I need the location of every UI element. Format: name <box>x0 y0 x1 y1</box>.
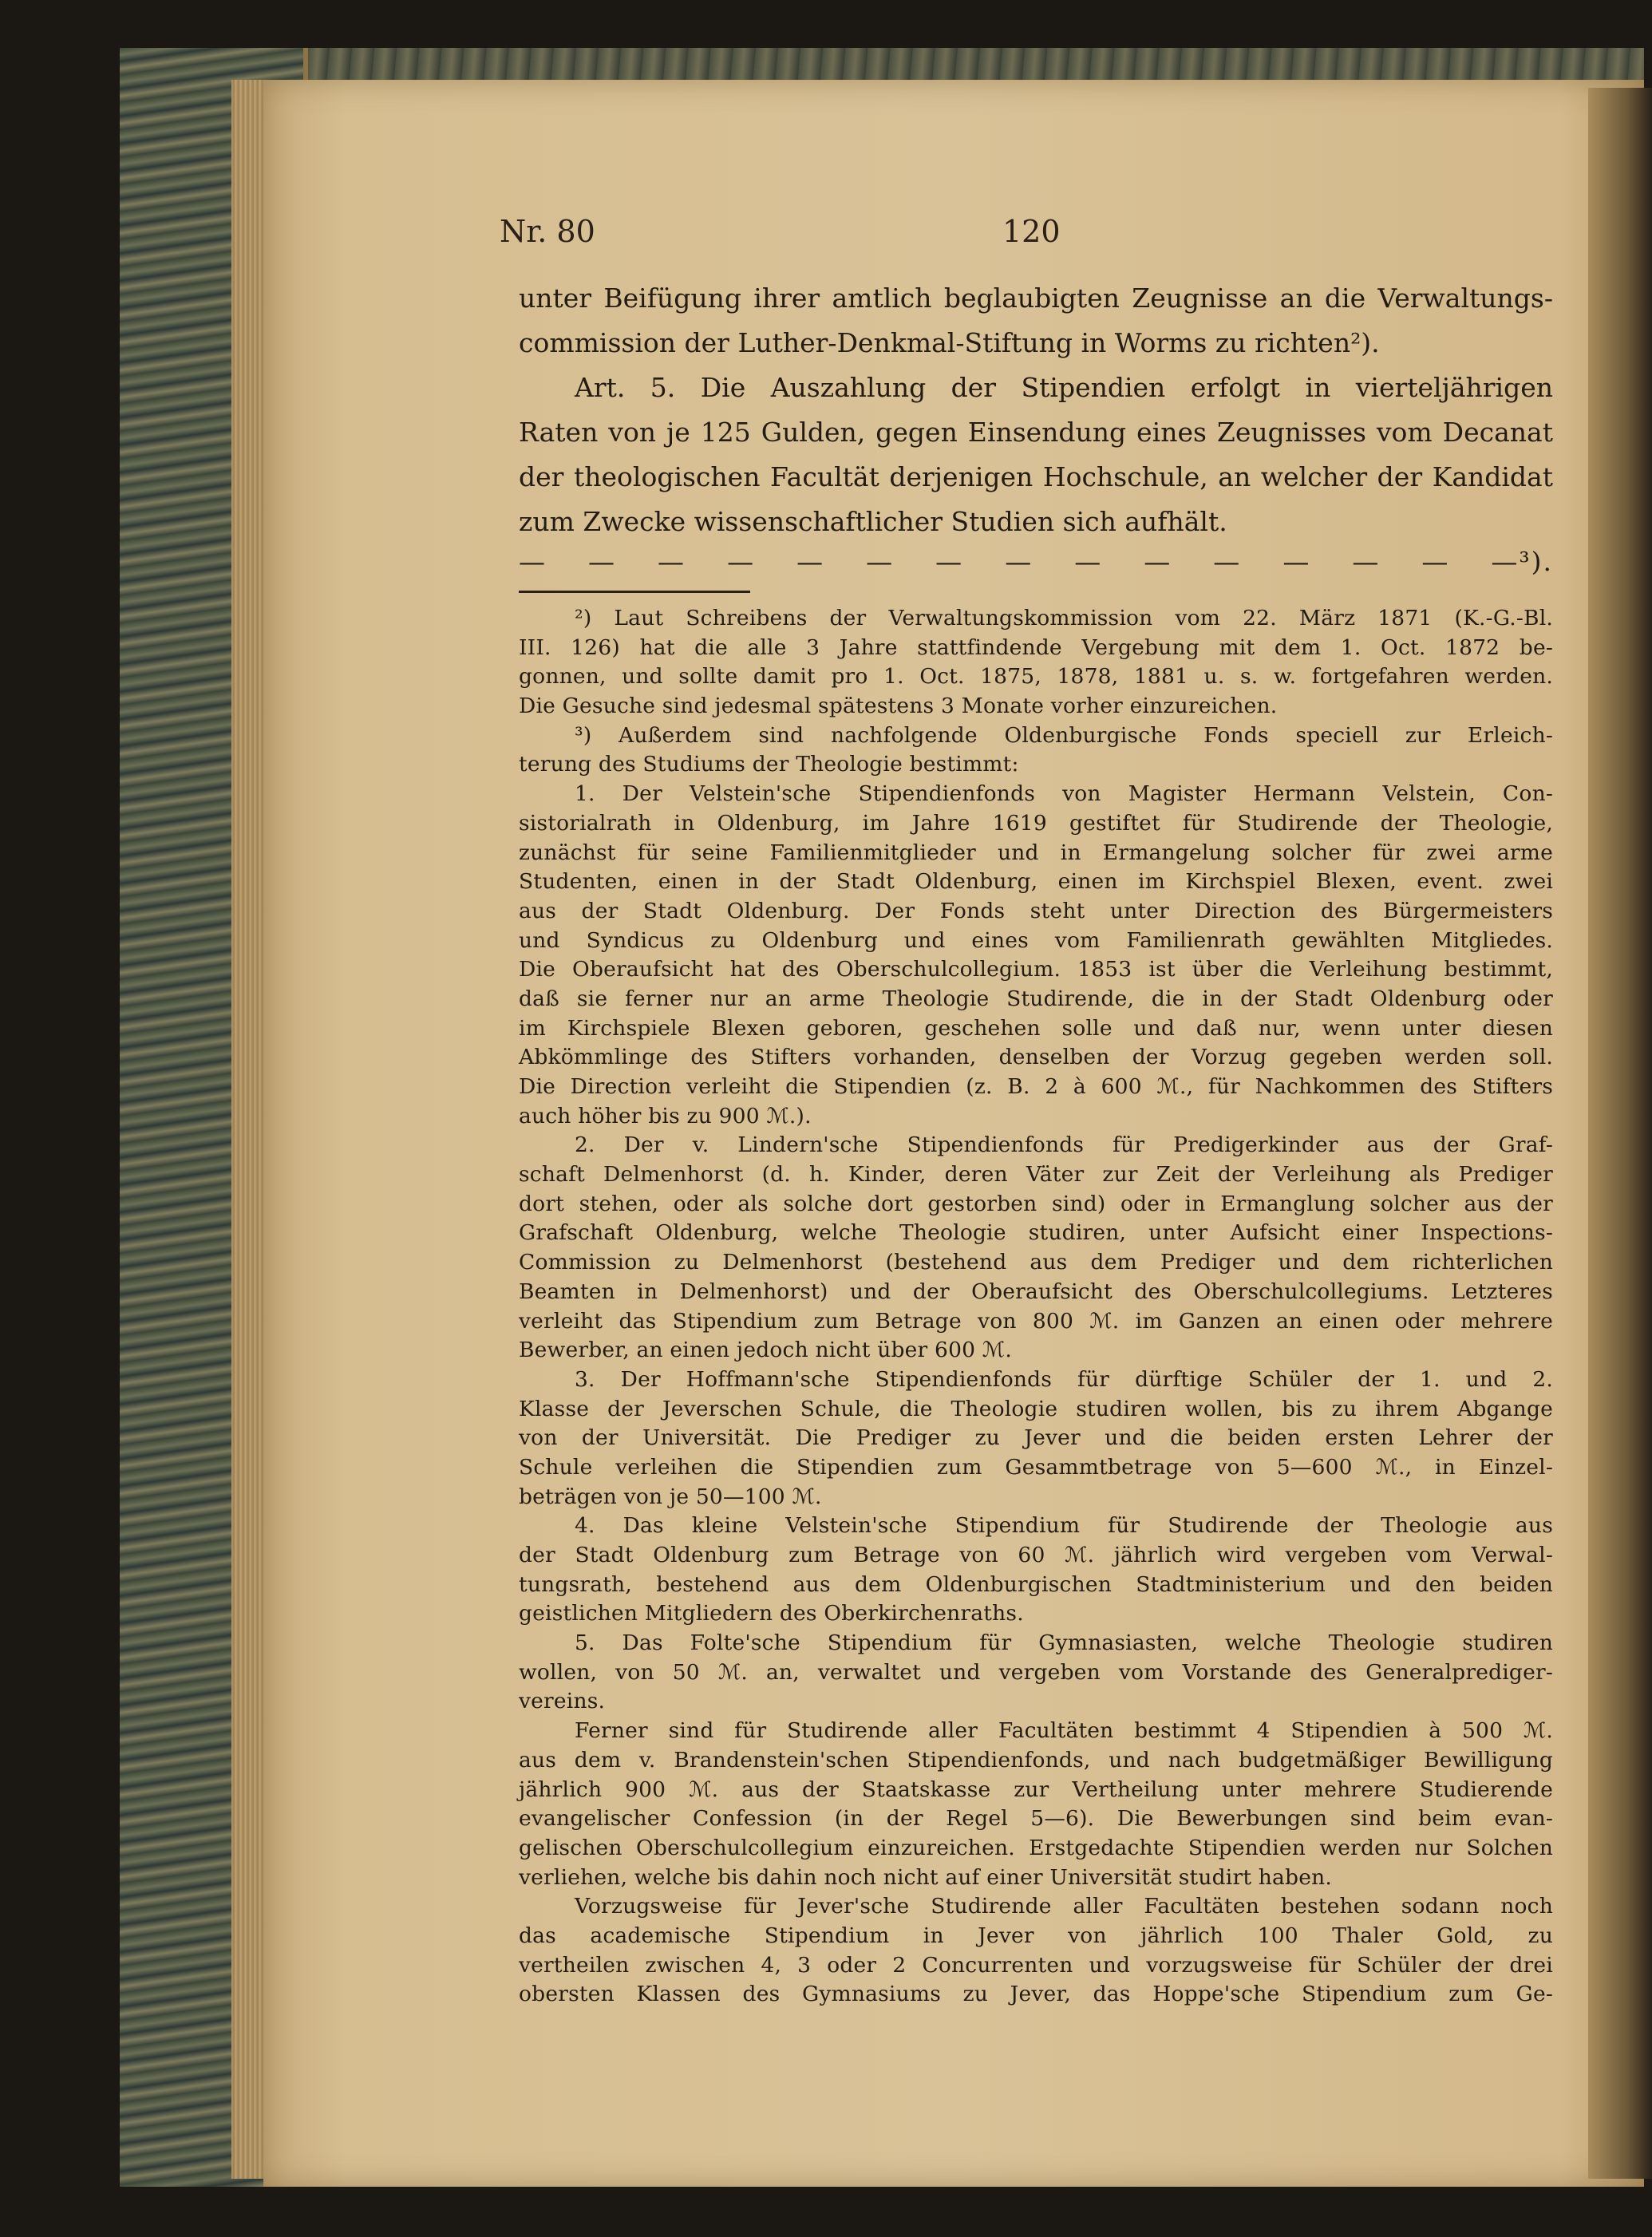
footnote-line: Schule verleihen die Stipendien zum Gesammtbetrage von 5—600 ℳ., in Einzel- <box>519 1454 1553 1480</box>
footnote-line: das academische Stipendium in Jever von jährlich 100 Thaler Gold, zu <box>519 1923 1553 1948</box>
footnote-line: gonnen, und sollte damit pro 1. Oct. 1875, 1878, 1881 u. s. w. fortgefahren werden. <box>519 664 1553 690</box>
body-line: Art. 5. Die Auszahlung der Stipendien erfolgt in vierteljährigen <box>575 372 1553 403</box>
footnote-line: verliehen, welche bis dahin noch nicht auf einer Universität studirt haben. <box>519 1864 1332 1890</box>
footnote-line: Die Oberaufsicht hat des Oberschulcollegium. 1853 ist über die Verleihung bestimmt, <box>519 957 1553 982</box>
footnote-line: Beamten in Delmenhorst) und der Oberaufsicht des Oberschulcollegiums. Letzteres <box>519 1279 1553 1304</box>
footnote-rule <box>519 591 750 593</box>
footnote-line: im Kirchspiele Blexen geboren, geschehen solle und daß nur, wenn unter diesen <box>519 1015 1553 1041</box>
footnote-line: Commission zu Delmenhorst (bestehend aus dem Prediger und dem richterlichen <box>519 1250 1553 1275</box>
footnote-line: schaft Delmenhorst (d. h. Kinder, deren Väter zur Zeit der Verleihung als Prediger <box>519 1162 1553 1188</box>
page-gutter <box>1588 88 1652 2179</box>
footnote-line: verleiht das Stipendium zum Betrage von 800 ℳ. im Ganzen an einen oder mehrere <box>519 1308 1553 1334</box>
footnote-line: Die Gesuche sind jedesmal spätestens 3 Monate vorher einzureichen. <box>519 694 1278 719</box>
footnote-line: auch höher bis zu 900 ℳ.). <box>519 1103 812 1128</box>
footnote-line: jährlich 900 ℳ. aus der Staatskasse zur Vertheilung unter mehrere Studierende <box>519 1777 1553 1802</box>
footnote-line: geistlichen Mitgliedern des Oberkirchenraths. <box>519 1601 1024 1626</box>
footnote-line: und Syndicus zu Oldenburg und eines vom Familienrath gewählten Mitgliedes. <box>519 927 1553 953</box>
footnote-line: ²) Laut Schreibens der Verwaltungskommission vom 22. März 1871 (K.-G.-Bl. <box>575 606 1553 630</box>
footnote-line: 2. Der v. Lindern'sche Stipendienfonds für Predigerkinder aus der Graf- <box>575 1132 1553 1158</box>
body-line: der theologischen Facultät derjenigen Hochschule, an welcher der Kandidat <box>519 461 1553 492</box>
footnote-line: dort stehen, oder als solche dort gestorben sind) oder in Ermanglung solcher aus der <box>519 1191 1553 1216</box>
body-line: commission der Luther-Denkmal-Stiftung in Worms zu richten²). <box>519 327 1380 358</box>
footnote-line: zunächst für seine Familienmitglieder und in Ermangelung solcher für zwei arme <box>519 840 1553 865</box>
footnote-line: 1. Der Velstein'sche Stipendienfonds von Magister Hermann Velstein, Con- <box>575 781 1553 807</box>
footnote-line: wollen, von 50 ℳ. an, verwaltet und vergeben vom Vorstande des Generalprediger- <box>519 1659 1553 1685</box>
footnote-line: tungsrath, bestehend aus dem Oldenburgischen Stadtministerium und den beiden <box>519 1571 1553 1597</box>
omission-dashes: — — — — — — — — — — — — — — —³). <box>519 546 1553 577</box>
footnote-line: sistorialrath in Oldenburg, im Jahre 1619 gestiftet für Studirende der Theologie, <box>519 810 1553 836</box>
footnote-line: gelischen Oberschulcollegium einzureichen. Erstgedachte Stipendien werden nur Solchen <box>519 1835 1553 1860</box>
footnote-line: 3. Der Hoffmann'sche Stipendienfonds für dürftige Schüler der 1. und 2. <box>575 1366 1553 1392</box>
footnote-line: der Stadt Oldenburg zum Betrage von 60 ℳ. jährlich wird vergeben vom Verwal- <box>519 1543 1553 1567</box>
footnote-line: von der Universität. Die Prediger zu Jever und die beiden ersten Lehrer der <box>519 1425 1553 1451</box>
page-number: 120 <box>1002 214 1061 249</box>
footnote-line: aus der Stadt Oldenburg. Der Fonds steht unter Direction des Bürgermeisters <box>519 898 1553 923</box>
footnote-line: Ferner sind für Studirende aller Facultäten bestimmt 4 Stipendien à 500 ℳ. <box>575 1718 1553 1744</box>
footnote-line: vertheilen zwischen 4, 3 oder 2 Concurrenten und vorzugsweise für Schüler der drei <box>519 1952 1553 1978</box>
footnote-line: obersten Klassen des Gymnasiums zu Jever, das Hoppe'sche Stipendium zum Ge- <box>519 1982 1553 2007</box>
footnote-line: Grafschaft Oldenburg, welche Theologie studiren, unter Aufsicht einer Inspections- <box>519 1220 1553 1246</box>
footnote-line: 4. Das kleine Velstein'sche Stipendium für Studirende der Theologie aus <box>575 1513 1553 1539</box>
footnote-line: ³) Außerdem sind nachfolgende Oldenburgische Fonds speciell zur Erleich- <box>575 722 1553 748</box>
footnote-line: III. 126) hat die alle 3 Jahre stattfindende Vergebung mit dem 1. Oct. 1872 be- <box>519 634 1553 660</box>
footnote-line: Bewerber, an einen jedoch nicht über 600 ℳ. <box>519 1338 1012 1363</box>
footnote-line: Vorzugsweise für Jever'sche Studirende aller Facultäten bestehen sodann noch <box>575 1894 1553 1919</box>
footnote-line: Klasse der Jeverschen Schule, die Theologie studiren wollen, bis zu ihrem Abgange <box>519 1396 1553 1421</box>
footnote-line: vereins. <box>519 1689 606 1714</box>
footnote-line: Die Direction verleiht die Stipendien (z. B. 2 à 600 ℳ., für Nachkommen des Stifters <box>519 1074 1553 1099</box>
body-line: Raten von je 125 Gulden, gegen Einsendung eines Zeugnisses vom Decanat <box>519 417 1553 448</box>
footnote-line: daß sie ferner nur an arme Theologie Studirende, die in der Stadt Oldenburg oder <box>519 986 1553 1011</box>
footnote-line: beträgen von je 50—100 ℳ. <box>519 1484 822 1509</box>
page-text <box>519 276 1553 2010</box>
body-line: unter Beifügung ihrer amtlich beglaubigten Zeugnisse an die Verwaltungs- <box>519 283 1553 314</box>
page-header <box>500 214 1553 254</box>
footnote-line: aus dem v. Brandenstein'schen Stipendienfonds, und nach budgetmäßiger Bewilligung <box>519 1747 1553 1773</box>
footnote-line: evangelischer Confession (in der Regel 5—6). Die Bewerbungen sind beim evan- <box>519 1806 1553 1832</box>
footnote-line: terung des Studiums der Theologie bestimmt: <box>519 752 1019 777</box>
footnote-line: 5. Das Folte'sche Stipendium für Gymnasiasten, welche Theologie studiren <box>575 1630 1553 1656</box>
footnote-line: Studenten, einen in der Stadt Oldenburg, einen im Kirchspiel Blexen, event. zwei <box>519 869 1553 895</box>
body-line: zum Zwecke wissenschaftlicher Studien sich aufhält. <box>519 506 1227 537</box>
issue-number: Nr. 80 <box>500 214 595 249</box>
footnote-line: Abkömmlinge des Stifters vorhanden, denselben der Vorzug gegeben werden soll. <box>519 1045 1553 1070</box>
